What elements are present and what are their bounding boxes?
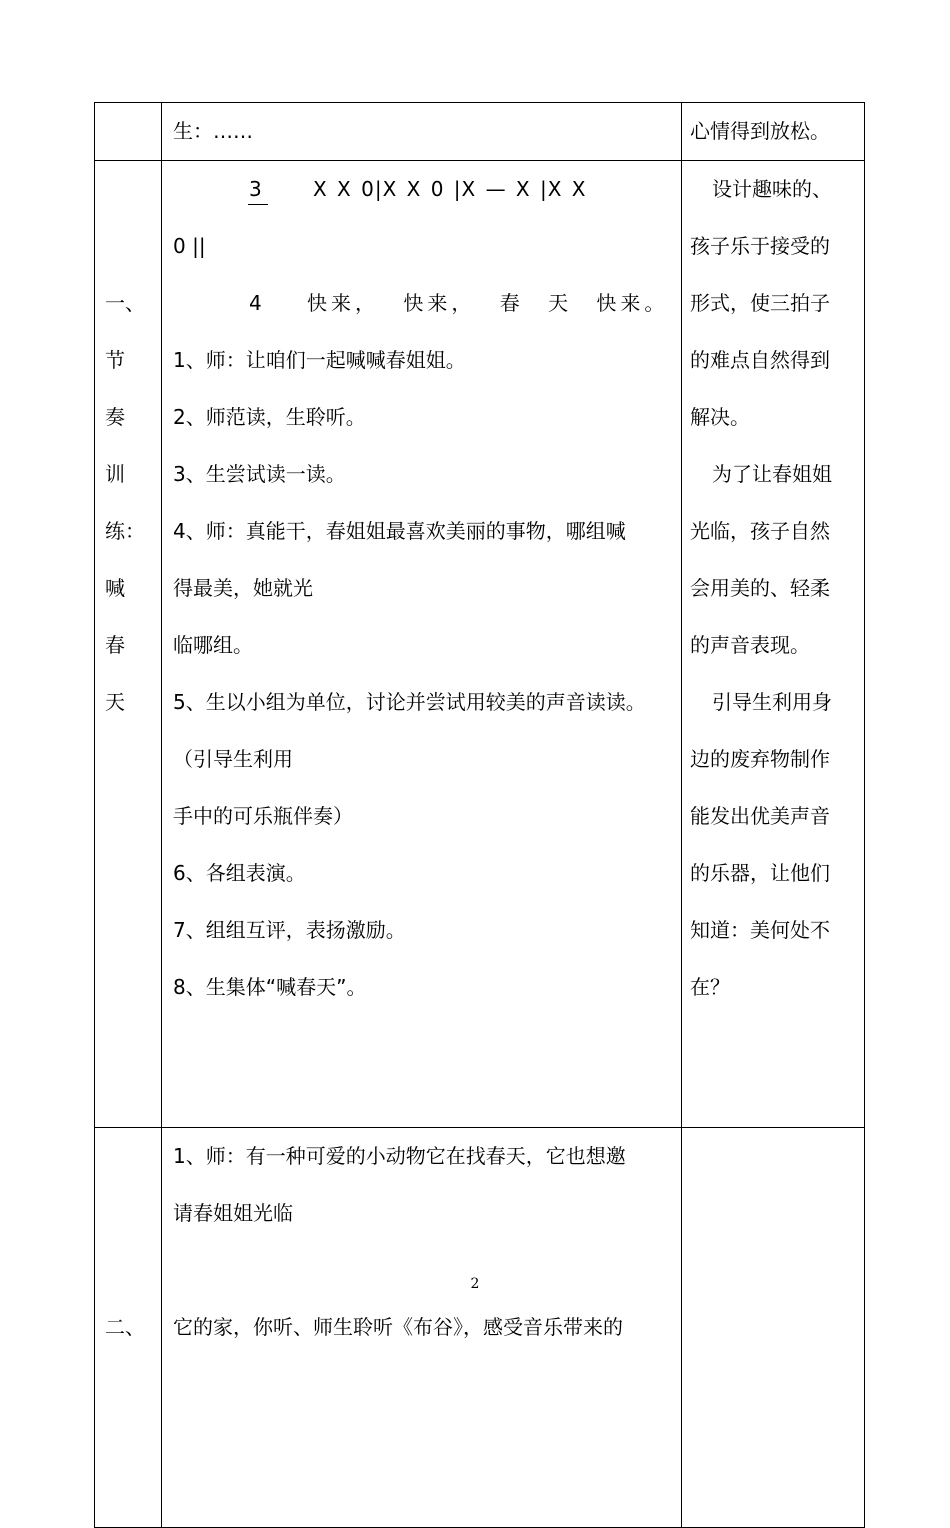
row3-step-cell <box>95 1128 162 1528</box>
row1-note-text: 心情得到放松。 <box>690 119 830 143</box>
design-note-line: 引导生利用身 <box>712 690 832 714</box>
design-note-line: 形式，使三拍子 <box>690 291 830 315</box>
design-note-line: 的乐器，让他们 <box>690 861 830 885</box>
row3-content-cell <box>162 1128 682 1528</box>
row1-note-cell <box>682 103 865 161</box>
row1-content-cell <box>162 103 682 161</box>
page-number: 2 <box>470 1276 480 1292</box>
step-title-char: 春 <box>105 633 125 657</box>
design-note-line: 光临，孩子自然 <box>690 519 830 543</box>
design-note-line: 边的废弃物制作 <box>690 747 830 771</box>
design-note-line: 会用美的、轻柔 <box>690 576 830 600</box>
row2-note-cell <box>682 161 865 1128</box>
design-note-line: 设计趣味的、 <box>712 177 832 201</box>
activity-line: 临哪组。 <box>173 633 253 657</box>
design-note-line: 在？ <box>690 975 730 999</box>
activity-line: 3、生尝试读一读。 <box>173 462 346 486</box>
rhythm-notes-continued: 0 || <box>173 234 206 258</box>
table-row <box>95 1128 865 1528</box>
activity-line: 4、师：真能干，春姐姐最喜欢美丽的事物，哪组喊 <box>173 519 626 543</box>
row2-content-cell <box>162 161 682 1128</box>
activity-line: 6、各组表演。 <box>173 861 306 885</box>
activity-line: 7、组组互评，表扬激励。 <box>173 918 406 942</box>
step-title-char: 节 <box>105 348 125 372</box>
design-note-line: 为了让春姐姐 <box>712 462 832 486</box>
step-title-char: 喊 <box>105 576 125 600</box>
time-signature-bar <box>248 204 268 205</box>
step-title-char: 天 <box>105 690 125 714</box>
step-title-char: 训 <box>105 462 125 486</box>
activity-line: 2、师范读，生聆听。 <box>173 405 366 429</box>
rhythm-notes: X X 0|X X 0 |X — X |X X <box>313 177 587 201</box>
row3-note-cell <box>682 1128 865 1528</box>
row1-content-text: 生：…… <box>173 119 253 143</box>
lesson-plan-table <box>94 102 865 1528</box>
step-title-char: 奏 <box>105 405 125 429</box>
design-note-line: 的声音表现。 <box>690 633 810 657</box>
step-title-char: 一、 <box>105 291 145 315</box>
activity-line: 1、师：让咱们一起喊喊春姐姐。 <box>173 348 466 372</box>
activity-line: 5、生以小组为单位，讨论并尝试用较美的声音读读。 <box>173 690 646 714</box>
activity-line: 8、生集体“喊春天”。 <box>173 975 367 999</box>
row2-step-cell <box>95 161 162 1128</box>
lyrics-text: 快来， 快来， 春 天 快来。 <box>307 291 669 315</box>
time-signature-top: 3 <box>249 177 262 201</box>
table-row <box>95 103 865 161</box>
design-note-line: 能发出优美声音 <box>690 804 830 828</box>
table-row <box>95 161 865 1128</box>
step-title-char: 二、 <box>105 1315 145 1339</box>
activity-line: （引导生利用 <box>173 747 293 771</box>
time-signature-bottom: 4 <box>249 291 262 315</box>
activity-line: 手中的可乐瓶伴奏） <box>173 804 353 828</box>
rhythm-lyrics <box>173 275 681 332</box>
design-note-line: 解决。 <box>690 405 750 429</box>
rhythm-notation <box>173 161 681 218</box>
activity-line: 它的家，你听、师生聆听《布谷》，感受音乐带来的 <box>173 1315 623 1339</box>
row1-step-cell <box>95 103 162 161</box>
activity-line: 得最美，她就光 <box>173 576 313 600</box>
design-note-line: 知道：美何处不 <box>690 918 830 942</box>
activity-line: 1、师：有一种可爱的小动物它在找春天，它也想邀 <box>173 1144 626 1168</box>
step-title-char: 练： <box>105 519 145 543</box>
activity-line: 请春姐姐光临 <box>173 1201 293 1225</box>
design-note-line: 孩子乐于接受的 <box>690 234 830 258</box>
design-note-line: 的难点自然得到 <box>690 348 830 372</box>
